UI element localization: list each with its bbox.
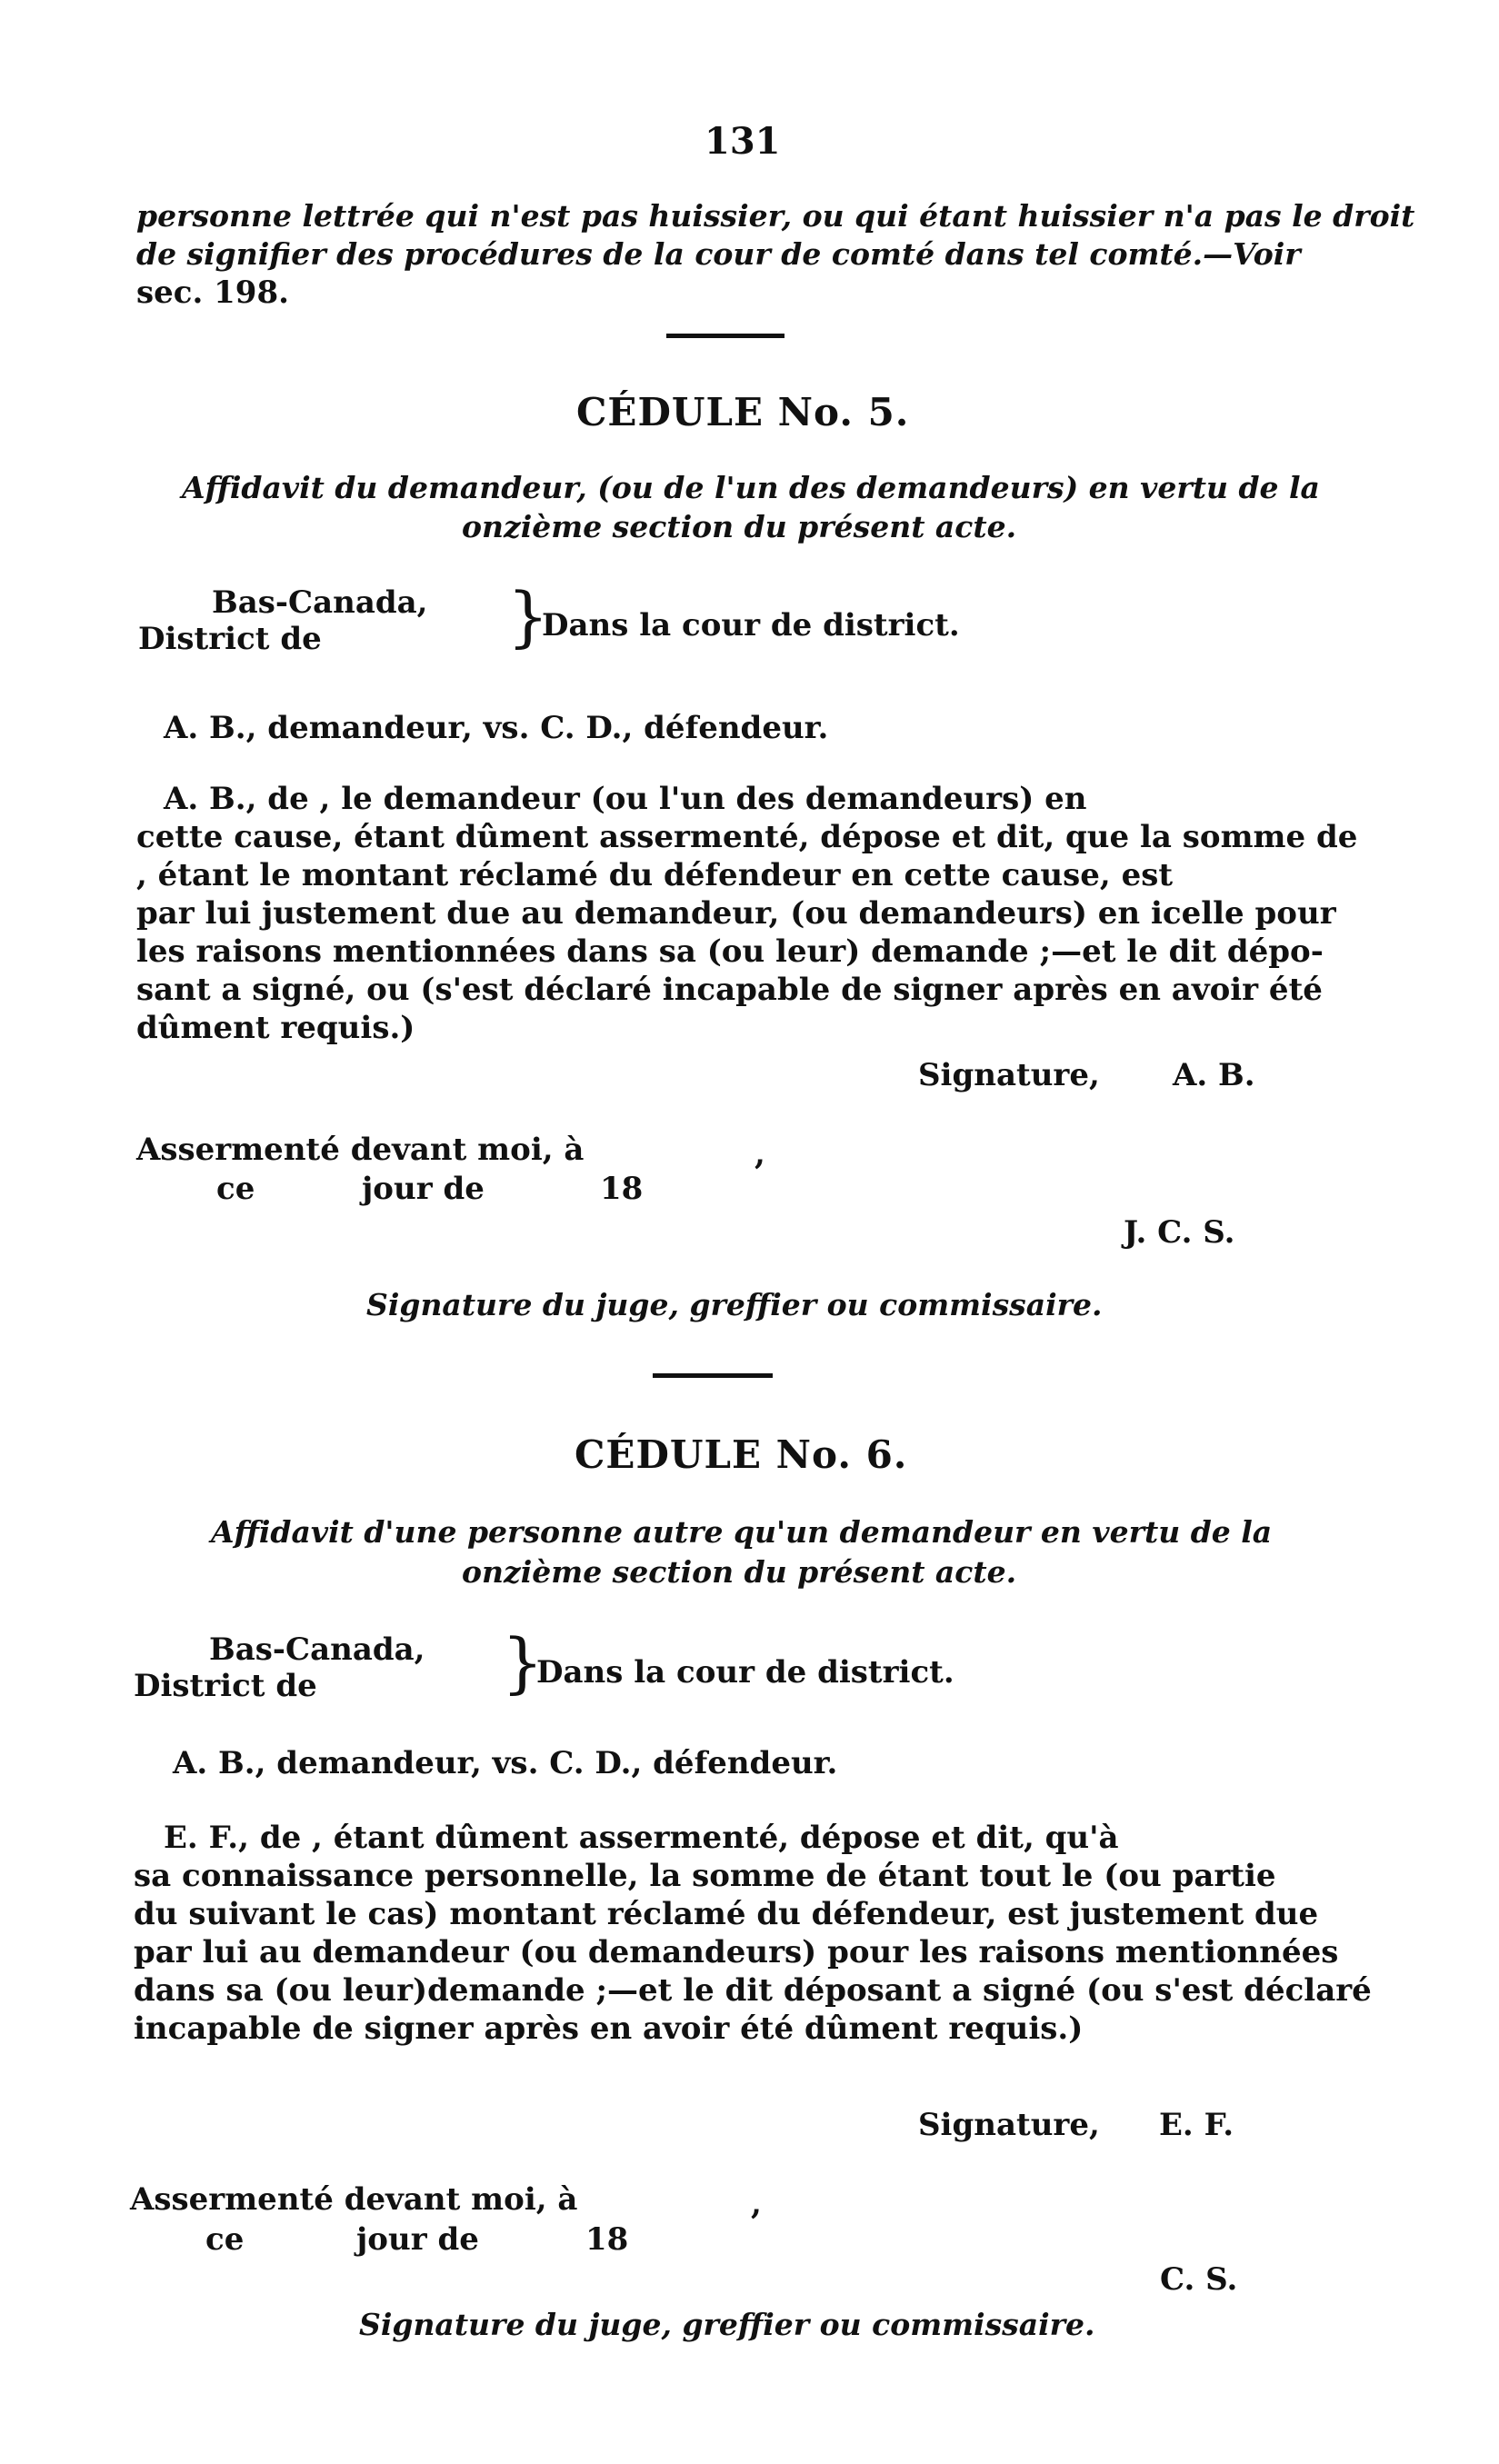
schedule-5-sworn-line: Assermenté devant moi, à [136, 1132, 585, 1168]
schedule-5-body-line-3: , étant le montant réclamé du défendeur en cette cause, est [136, 857, 1174, 893]
schedule-6-body-line-6: incapable de signer après en avoir été dûment requis.) [134, 2010, 1084, 2047]
schedule-5-body-line-7: dûment requis.) [136, 1010, 415, 1046]
top-paragraph-line-3: sec. 198. [136, 274, 289, 311]
schedule-5-body-line-1: A. B., de , le demandeur (ou l'un des demandeurs) en [164, 781, 1087, 817]
schedule-5-official-caption: Signature du juge, greffier ou commissaire. [366, 1287, 1103, 1322]
schedule-6-official-caption: Signature du juge, greffier ou commissaire. [359, 2307, 1095, 2342]
schedule-6-body-line-5: dans sa (ou leur)demande ;—et le dit déposant a signé (ou s'est déclaré [134, 1972, 1372, 2009]
schedule-6-body-line-2: sa connaissance personnelle, la somme de étant tout le (ou partie [134, 1858, 1276, 1894]
separator-rule [666, 334, 784, 338]
schedule-5-sworn-jour: jour de [362, 1171, 485, 1207]
schedule-6-parties: A. B., demandeur, vs. C. D., défendeur. [173, 1745, 838, 1781]
schedule-5-official-initials: J. C. S. [1124, 1214, 1235, 1251]
schedule-5-venue-province: Bas-Canada, [212, 584, 428, 621]
schedule-6-subtitle-line-2: onzième section du présent acte. [462, 1554, 1017, 1590]
schedule-6-sworn-line: Assermenté devant moi, à [130, 2181, 578, 2218]
schedule-5-sworn-ce: ce [216, 1171, 255, 1207]
schedule-6-sworn-jour: jour de [356, 2221, 479, 2258]
schedule-6-subtitle-line-1: Affidavit d'une personne autre qu'un demandeur en vertu de la [211, 1514, 1273, 1550]
schedule-6-body-line-1: E. F., de , étant dûment assermenté, dépose et dit, qu'à [164, 1820, 1119, 1856]
top-paragraph-line-2: de signifier des procédures de la cour de comté dans tel comté.—Voir [136, 236, 1301, 272]
schedule-5-title: CÉDULE No. 5. [576, 390, 910, 434]
schedule-6-sworn-ce: ce [205, 2221, 245, 2258]
schedule-6-body-line-3: du suivant le cas) montant réclamé du défendeur, est justement due [134, 1896, 1319, 1932]
schedule-6-venue-court: Dans la cour de district. [536, 1654, 954, 1691]
schedule-5-body-line-2: cette cause, étant dûment assermenté, dépose et dit, que la somme de [136, 819, 1358, 855]
schedule-5-sworn-comma: , [754, 1136, 765, 1172]
schedule-5-signature-initials: A. B. [1173, 1057, 1255, 1093]
schedule-5-subtitle-line-2: onzième section du présent acte. [462, 509, 1017, 544]
schedule-5-venue-brace: } [507, 578, 549, 654]
schedule-6-official-initials: C. S. [1160, 2261, 1238, 2298]
top-paragraph-line-1: personne lettrée qui n'est pas huissier, ou qui étant huissier n'a pas le droit [136, 198, 1415, 234]
schedule-5-venue-district: District de [138, 621, 322, 657]
schedule-6-body-line-4: par lui au demandeur (ou demandeurs) pour les raisons mentionnées [134, 1934, 1339, 1970]
schedule-5-sworn-year: 18 [600, 1171, 644, 1207]
schedule-6-signature-initials: E. F. [1159, 2107, 1234, 2143]
schedule-6-venue-province: Bas-Canada, [209, 1631, 425, 1668]
schedule-5-parties: A. B., demandeur, vs. C. D., défendeur. [164, 710, 829, 746]
separator-rule [653, 1373, 773, 1378]
schedule-5-venue-court: Dans la cour de district. [542, 607, 960, 643]
schedule-6-title: CÉDULE No. 6. [575, 1432, 908, 1477]
schedule-6-signature-label: Signature, [918, 2107, 1100, 2143]
schedule-6-venue-district: District de [134, 1668, 317, 1704]
schedule-5-subtitle-line-1: Affidavit du demandeur, (ou de l'un des demandeurs) en vertu de la [182, 470, 1320, 505]
schedule-6-venue-brace: } [502, 1624, 544, 1701]
schedule-5-body-line-4: par lui justement due au demandeur, (ou demandeurs) en icelle pour [136, 895, 1336, 932]
schedule-5-signature-label: Signature, [918, 1057, 1100, 1093]
schedule-6-sworn-comma: , [751, 2186, 762, 2222]
page-number: 131 [705, 120, 781, 163]
schedule-6-sworn-year: 18 [585, 2221, 629, 2258]
schedule-5-body-line-5: les raisons mentionnées dans sa (ou leur) demande ;—et le dit dépo- [136, 933, 1324, 970]
schedule-5-body-line-6: sant a signé, ou (s'est déclaré incapable de signer après en avoir été [136, 972, 1323, 1008]
